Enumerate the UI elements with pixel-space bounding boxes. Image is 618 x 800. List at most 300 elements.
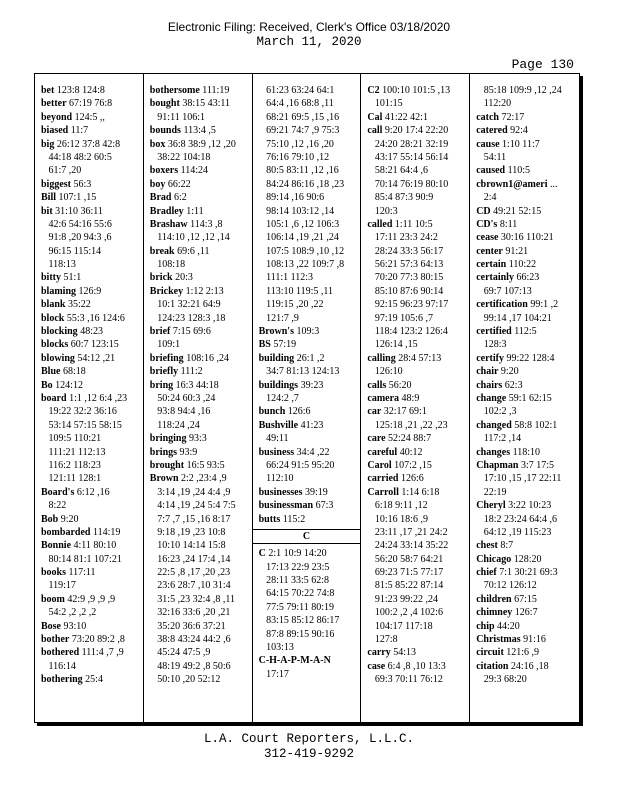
index-entry	[476, 352, 577, 365]
index-entry	[150, 646, 250, 659]
index-entry	[476, 325, 577, 338]
index-entry	[259, 245, 359, 258]
index-entry	[476, 593, 577, 606]
index-entry	[259, 352, 359, 365]
index-entry	[41, 84, 141, 97]
page-line-refs: 1:10 11:7	[502, 138, 540, 150]
index-entry	[476, 513, 577, 526]
index-entry	[41, 472, 141, 485]
page-line-refs: 99:14 ,17 104:21	[483, 312, 552, 324]
index-term: changes	[476, 446, 511, 458]
page-line-refs: 43:17 55:14 56:14	[374, 151, 449, 163]
page-line-refs: 69:7 107:13	[483, 285, 532, 297]
page-line-refs: 2:1 10:9 14:20	[268, 548, 327, 560]
filing-stamp-line: Electronic Filing: Received, Clerk's Office 03/18/2020	[167, 20, 451, 34]
index-entry	[41, 245, 141, 258]
page-line-refs: 119:15 ,20 ,22	[266, 299, 324, 311]
page-line-refs: 11:7	[70, 125, 89, 137]
index-term: beyond	[41, 111, 73, 123]
page-line-refs: 58:21 64:4 ,6	[374, 165, 428, 177]
page-line-refs: 93:10	[63, 620, 87, 632]
index-entry	[259, 601, 359, 614]
page-line-refs: 55:3 ,16 124:6	[66, 312, 125, 324]
page-line-refs: 20:3	[175, 272, 193, 284]
index-term: calls	[367, 379, 387, 391]
filing-date: March 11, 2020	[256, 35, 362, 49]
index-term: business	[258, 446, 295, 458]
page-line-refs: 105:1 ,6 ,12 106:3	[266, 218, 340, 230]
index-term: certainly	[476, 272, 514, 284]
index-term: boxers	[149, 165, 179, 177]
page-line-refs: 114:10 ,12 ,12 ,14	[157, 232, 230, 244]
index-entry	[259, 365, 359, 378]
page-line-refs: 61:7 ,20	[48, 165, 82, 177]
index-term: Bradley	[149, 205, 184, 217]
index-entry	[150, 365, 250, 378]
page-line-refs: ...	[550, 178, 558, 190]
page-line-refs: 32:16 33:6 ,20 ,21	[157, 607, 231, 619]
page-line-refs: 48:23	[80, 326, 103, 338]
page-line-refs: 91:16	[523, 634, 546, 646]
page-line-refs: 29:3 68:20	[483, 674, 527, 686]
page-line-refs: 67:15	[514, 593, 537, 605]
page-line-refs: 80:14 81:1 107:21	[48, 553, 122, 565]
page-line-refs: 26:1 ,2	[296, 352, 325, 364]
index-entry	[41, 633, 141, 646]
page-line-refs: 31:10 36:11	[55, 205, 103, 217]
index-entry	[367, 405, 467, 418]
index-entry	[367, 392, 467, 405]
page-line-refs: 98:14 103:12 ,14	[266, 205, 335, 217]
index-entry	[259, 258, 359, 271]
page-line-refs: 112:5	[514, 326, 537, 338]
page-line-refs: 117:11	[68, 567, 96, 579]
index-entry	[476, 138, 577, 151]
page-line-refs: 7:7 ,7 ,15 ,16 8:17	[157, 513, 231, 525]
page-line-refs: 34:4 ,22	[296, 446, 330, 458]
index-entry	[41, 419, 141, 432]
index-entry	[41, 526, 141, 539]
index-term: books	[41, 567, 67, 579]
page-line-refs: 104:17 117:18	[374, 620, 433, 632]
page-line-refs: 116:14	[48, 660, 76, 672]
index-entry	[41, 97, 141, 110]
page-line-refs: 52:24 88:7	[388, 433, 432, 445]
page-line-refs: 110:22	[508, 259, 537, 271]
page-line-refs: 72:17	[501, 111, 525, 123]
page-line-refs: 92:4	[510, 125, 528, 137]
index-entry	[41, 285, 141, 298]
page-line-refs: 118:13	[48, 259, 76, 271]
index-entry	[476, 526, 577, 539]
page-line-refs: 118:10	[512, 446, 541, 458]
index-entry	[476, 191, 577, 204]
index-entry	[150, 499, 250, 512]
index-term: Blue	[41, 366, 61, 378]
index-term: Christmas	[476, 634, 521, 646]
index-entry	[41, 271, 141, 284]
index-entry	[41, 138, 141, 151]
page-line-refs: 120:3	[374, 205, 398, 217]
page-line-refs: 50:10 ,20 52:12	[157, 674, 221, 686]
index-entry	[476, 472, 577, 485]
index-term: C2	[367, 85, 380, 96]
page-line-refs: 124:2 ,7	[266, 392, 299, 404]
page-line-refs: 64:12 ,19 115:23	[483, 526, 552, 538]
index-entry	[41, 392, 141, 405]
index-entry	[41, 579, 141, 592]
index-entry	[41, 660, 141, 673]
index-entry	[150, 151, 250, 164]
index-entry	[150, 419, 250, 432]
index-entry	[150, 97, 250, 110]
index-entry	[259, 432, 359, 445]
index-term: bitty	[41, 272, 61, 284]
page-line-refs: 100:2 ,2 ,4 102:6	[374, 607, 443, 619]
index-entry	[476, 365, 577, 378]
index-term: Board's	[41, 486, 75, 498]
page-line-refs: 24:24 33:14 35:22	[374, 540, 449, 552]
index-term: businessman	[258, 500, 314, 512]
index-entry	[367, 553, 467, 566]
index-entry	[476, 231, 577, 244]
index-entry	[476, 419, 577, 432]
page-line-refs: 26:12 37:8 42:8	[56, 138, 121, 150]
page-line-refs: 10:10 14:14 15:8	[157, 540, 226, 552]
page-line-refs: 44:18 48:2 60:5	[48, 151, 112, 163]
page-line-refs: 57:19	[273, 339, 297, 351]
index-entry	[259, 614, 359, 627]
index-entry	[41, 352, 141, 365]
index-entry	[259, 641, 359, 654]
index-entry	[367, 593, 467, 606]
index-term: certify	[476, 352, 504, 364]
index-entry	[367, 432, 467, 445]
page-line-refs: 10:1 32:21 64:9	[157, 299, 221, 311]
page-line-refs: 128:20	[513, 553, 542, 565]
index-entry	[367, 526, 467, 539]
index-entry	[150, 271, 250, 284]
page-line-refs: 59:1 62:15	[508, 392, 552, 404]
index-term: car	[367, 406, 382, 418]
index-term: Brown	[149, 473, 179, 485]
page-line-refs: 61:23 63:24 64:1	[266, 85, 335, 96]
index-entry	[476, 218, 577, 231]
index-entry	[150, 245, 250, 258]
index-entry	[259, 124, 359, 137]
index-entry	[259, 499, 359, 512]
index-entry	[259, 231, 359, 244]
index-entry	[150, 191, 250, 204]
page-line-refs: 3:14 ,19 ,24 4:4 ,9	[157, 486, 231, 498]
page-line-refs: 28:24 33:3 56:17	[374, 245, 444, 257]
index-entry	[41, 338, 141, 351]
index-term: chief	[476, 567, 497, 579]
index-entry	[150, 579, 250, 592]
page-line-refs: 125:18 ,21 ,22 ,23	[374, 419, 448, 431]
index-entry	[150, 231, 250, 244]
index-term: changed	[476, 419, 512, 431]
index-entry	[476, 579, 577, 592]
index-term: briefly	[149, 366, 179, 378]
index-entry	[150, 392, 250, 405]
index-term: camera	[367, 392, 400, 404]
page-line-refs: 69:3 70:11 76:12	[374, 674, 443, 686]
index-entry	[150, 338, 250, 351]
index-entry	[41, 646, 141, 659]
index-term: chimney	[476, 607, 513, 619]
page-line-refs: 3:7 17:5	[520, 459, 554, 471]
index-entry	[476, 446, 577, 459]
page-line-refs: 38:8 43:24 44:2 ,6	[157, 634, 231, 646]
index-entry	[367, 379, 467, 392]
index-term: catered	[476, 125, 508, 137]
index-entry	[41, 298, 141, 311]
page-line-refs: 126:9	[78, 285, 102, 297]
index-entry	[41, 231, 141, 244]
index-entry	[367, 205, 467, 218]
index-entry	[41, 606, 141, 619]
index-entry	[259, 574, 359, 587]
index-entry	[150, 633, 250, 646]
index-term: CD	[476, 205, 491, 217]
index-column	[361, 74, 470, 722]
index-entry	[367, 97, 467, 110]
index-entry	[150, 593, 250, 606]
page-line-refs: 108:18	[157, 259, 186, 271]
index-entry	[41, 405, 141, 418]
index-term: boy	[149, 178, 166, 190]
page-line-refs: 39:23	[300, 379, 324, 391]
index-entry	[150, 513, 250, 526]
page-line-refs: 102:2 ,3	[483, 406, 517, 418]
page-line-refs: 60:7 123:15	[70, 339, 119, 351]
page-line-refs: 54:12 ,21	[77, 352, 116, 364]
index-term: change	[476, 392, 507, 404]
page-line-refs: 103:13	[266, 642, 294, 654]
page-line-refs: 93:8 94:4 ,16	[157, 406, 211, 418]
index-term: Carol	[367, 459, 392, 471]
page-line-refs: 17:10 ,15 ,17 22:11	[483, 473, 562, 485]
index-term: Bill	[41, 192, 57, 204]
index-entry	[259, 472, 359, 485]
index-term: carry	[367, 647, 391, 659]
page-line-refs: 2:2 ,23:4 ,9	[181, 473, 227, 485]
page-line-refs: 56:20 58:7 64:21	[374, 553, 444, 565]
index-entry	[259, 151, 359, 164]
index-term: biggest	[41, 178, 71, 190]
index-entry	[150, 606, 250, 619]
page-line-refs: 101:15	[374, 98, 403, 110]
index-entry	[476, 486, 577, 499]
page-line-refs: 66:22	[167, 178, 191, 190]
index-entry	[476, 392, 577, 405]
index-entry	[367, 513, 467, 526]
index-entry	[259, 561, 359, 574]
page-line-refs: 9:20	[60, 513, 79, 525]
page-line-refs: 64:4 ,16 68:8 ,11	[266, 98, 334, 110]
index-term: C-H-A-P-M-A-N	[258, 655, 331, 667]
page-line-refs: 6:18 9:11 ,12	[374, 500, 428, 512]
page-line-refs: 38:22 104:18	[157, 151, 211, 163]
page-line-refs: 4:11 80:10	[73, 540, 117, 552]
index-entry	[476, 338, 577, 351]
index-term: blocking	[41, 326, 78, 338]
page-line-refs: 53:14 57:15 58:15	[48, 419, 122, 431]
index-entry	[150, 352, 250, 365]
index-entry	[259, 547, 359, 560]
page-line-refs: 41:23	[300, 419, 324, 431]
page-line-refs: 124:23 128:3 ,18	[157, 312, 226, 324]
index-entry	[150, 472, 250, 485]
index-term: chest	[476, 540, 498, 552]
index-term: bothersome	[149, 85, 200, 96]
page-line-refs: 6:4 ,8 ,10 13:3	[387, 660, 446, 672]
page-line-refs: 56:20	[388, 379, 412, 391]
index-entry	[367, 111, 467, 124]
page-line-refs: 124:5 ,,	[74, 111, 105, 123]
index-entry	[41, 178, 141, 191]
page-line-refs: 107:5 108:9 ,10 ,12	[266, 245, 345, 257]
index-entry	[41, 164, 141, 177]
page-line-refs: 114:3 ,8	[190, 218, 223, 230]
index-term: bothered	[41, 647, 80, 659]
index-entry	[150, 673, 250, 686]
index-entry	[41, 325, 141, 338]
index-entry	[476, 646, 577, 659]
index-entry	[367, 499, 467, 512]
index-entry	[41, 432, 141, 445]
page-line-refs: 111:19	[202, 85, 230, 96]
page-line-refs: 123:8 124:8	[56, 85, 105, 96]
page-line-refs: 35:22	[67, 299, 91, 311]
index-entry	[150, 620, 250, 633]
index-term: CD's	[476, 218, 498, 230]
index-term: blaming	[41, 285, 77, 297]
index-entry	[476, 84, 577, 97]
index-term: Bushville	[258, 419, 299, 431]
index-entry	[367, 325, 467, 338]
index-term: Carroll	[367, 486, 399, 498]
index-term: box	[149, 138, 166, 150]
page-line-refs: 99:22 128:4	[506, 352, 555, 364]
index-entry	[476, 285, 577, 298]
index-term: case	[367, 660, 386, 672]
page-line-refs: 16:23 ,24 17:4 ,14	[157, 553, 231, 565]
page-line-refs: 30:16 110:21	[500, 232, 554, 244]
page-line-refs: 7:1 30:21 69:3	[499, 567, 558, 579]
index-term: called	[367, 218, 393, 230]
index-entry	[150, 660, 250, 673]
page-line-refs: 76:16 79:10 ,12	[266, 151, 330, 163]
page-line-refs: 83:15 85:12 86:17	[266, 615, 340, 627]
page-line-refs: 126:10	[374, 366, 403, 378]
index-term: bothering	[41, 674, 83, 686]
index-entry	[367, 486, 467, 499]
page-line-refs: 114:24	[180, 165, 209, 177]
page-line-refs: 24:20 28:21 32:19	[374, 138, 449, 150]
page-line-refs: 91:21	[505, 245, 529, 257]
page-line-refs: 3:22 10:23	[508, 500, 552, 512]
index-entry	[259, 392, 359, 405]
page-line-refs: 51:1	[63, 272, 82, 284]
page-line-refs: 9:20	[500, 366, 519, 378]
page-line-refs: 107:1 ,15	[58, 192, 97, 204]
index-entry	[41, 379, 141, 392]
index-term: bit	[41, 205, 53, 217]
index-entry	[259, 312, 359, 325]
page-line-refs: 22:19	[483, 486, 507, 498]
page-line-refs: 77:5 79:11 80:19	[266, 601, 335, 613]
page-line-refs: 16:3 44:18	[175, 379, 219, 391]
index-entry	[150, 124, 250, 137]
page-line-refs: 34:7 81:13 124:13	[266, 366, 340, 378]
index-entry	[150, 258, 250, 271]
index-entry	[41, 365, 141, 378]
index-term: buildings	[258, 379, 299, 391]
index-entry	[150, 218, 250, 231]
index-term: C	[258, 548, 266, 560]
page-line-refs: 36:8 38:9 ,12 ,20	[167, 138, 236, 150]
page-line-refs: 10:16 18:6 ,9	[374, 513, 428, 525]
page-line-refs: 73:20 89:2 ,8	[71, 634, 125, 646]
index-entry	[476, 111, 577, 124]
index-entry	[41, 499, 141, 512]
index-entry	[476, 312, 577, 325]
index-entry	[259, 628, 359, 641]
page-line-refs: 17:13 22:9 23:5	[266, 561, 330, 573]
page-line-refs: 85:10 87:6 90:14	[374, 285, 444, 297]
page-line-refs: 24:16 ,18	[510, 660, 549, 672]
page-line-refs: 109:1	[157, 339, 181, 351]
index-entry	[476, 539, 577, 552]
index-entry	[41, 620, 141, 633]
index-entry	[259, 97, 359, 110]
index-entry	[41, 111, 141, 124]
index-entry	[367, 606, 467, 619]
index-entry	[150, 138, 250, 151]
index-entry	[150, 446, 250, 459]
page-line-refs: 41:22 42:1	[384, 111, 428, 123]
page-line-refs: 67:19 76:8	[69, 98, 113, 110]
index-term: better	[41, 98, 67, 110]
index-entry	[41, 539, 141, 552]
index-entry	[476, 620, 577, 633]
page-line-refs: 62:3	[504, 379, 523, 391]
page-line-refs: 48:19 49:2 ,8 50:6	[157, 660, 231, 672]
index-term: break	[149, 245, 175, 257]
index-entry	[367, 151, 467, 164]
index-term: citation	[476, 660, 509, 672]
page-line-refs: 22:5 ,8 ,17 ,20 ,23	[157, 567, 231, 579]
page-line-refs: 1:11 10:5	[394, 218, 433, 230]
index-entry	[259, 205, 359, 218]
index-entry	[476, 245, 577, 258]
index-term: bringing	[149, 433, 187, 445]
page-line-refs: 18:2 23:24 64:4 ,6	[483, 513, 558, 525]
page-line-refs: 106:14 ,19 ,21 ,24	[266, 232, 339, 244]
index-entry	[367, 633, 467, 646]
page-line-refs: 75:10 ,12 ,16 ,20	[266, 138, 334, 150]
page-line-refs: 93:3	[188, 433, 207, 445]
index-term: careful	[367, 446, 398, 458]
index-entry	[476, 124, 577, 137]
page-line-refs: 85:18 109:9 ,12 ,24	[483, 85, 562, 96]
page-line-refs: 17:11 23:3 24:2	[374, 232, 438, 244]
index-entry	[259, 178, 359, 191]
index-term: Bonnie	[41, 540, 72, 552]
page-line-refs: 111:21 112:13	[48, 446, 106, 458]
